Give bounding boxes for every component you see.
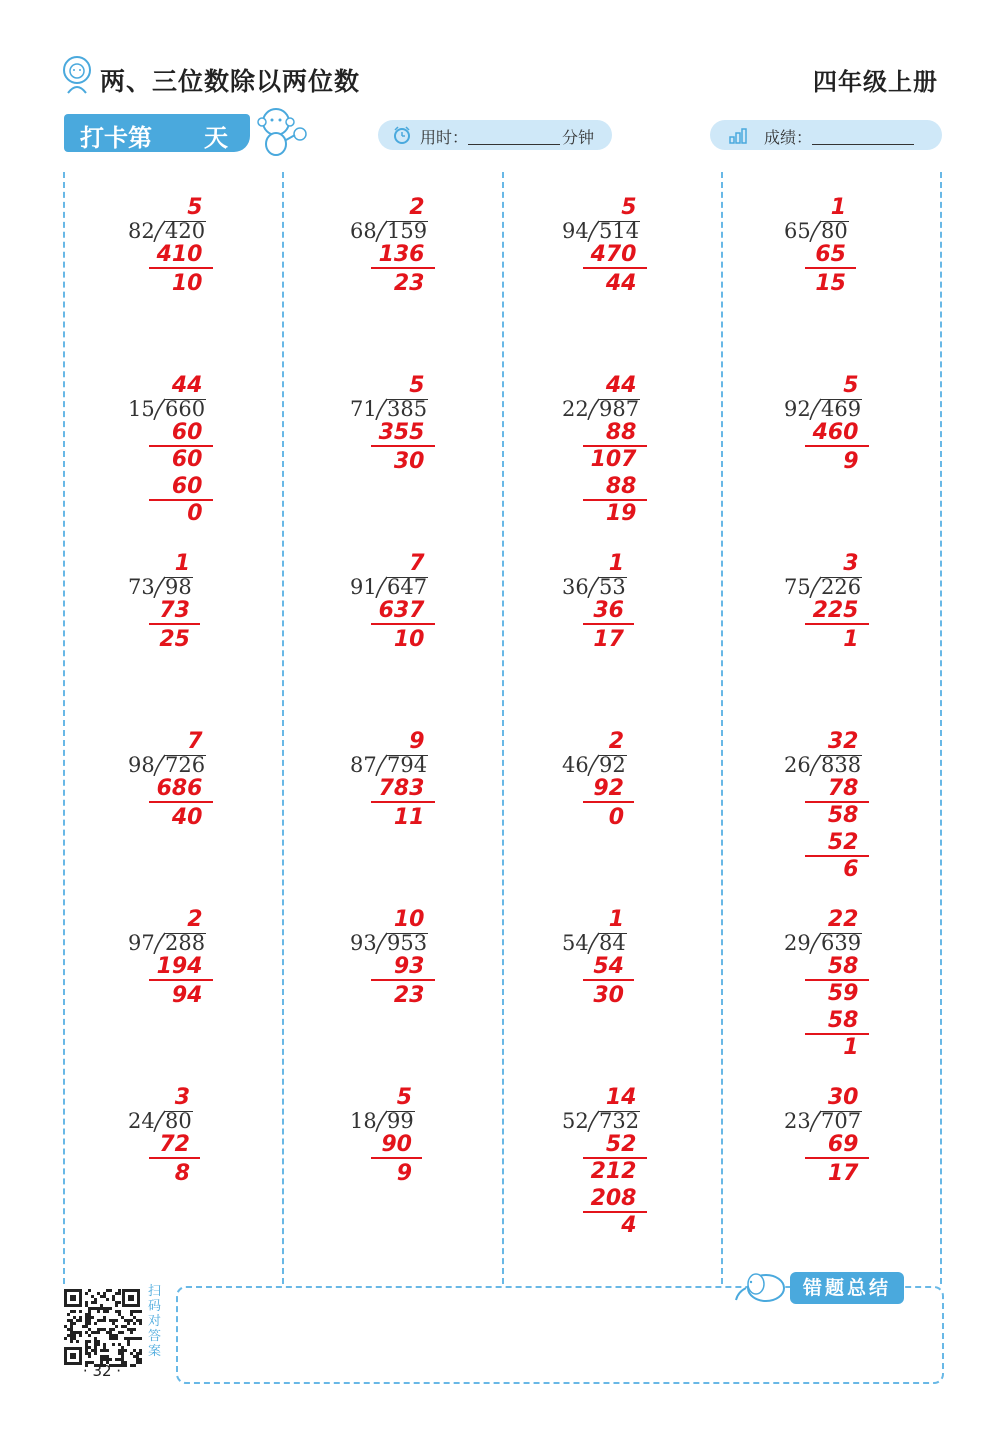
divisor: 94 xyxy=(562,219,589,243)
divisor: 36 xyxy=(562,575,589,599)
qr-code-icon[interactable] xyxy=(62,1287,142,1367)
remainder-step: 25 xyxy=(159,627,190,652)
scan-for-answers-label: 扫码对答案 xyxy=(148,1284,162,1359)
quotient: 5 xyxy=(409,373,425,398)
division-problem xyxy=(774,1082,994,1260)
dividend: 726 xyxy=(165,753,206,777)
score-field xyxy=(710,120,942,150)
remainder-step: 1 xyxy=(843,1035,859,1060)
subtraction-line xyxy=(149,1157,200,1159)
divisor: 54 xyxy=(562,931,589,955)
divisor: 97 xyxy=(128,931,155,955)
subtraction-line xyxy=(583,979,634,981)
quotient: 2 xyxy=(409,195,425,220)
divisor: 75 xyxy=(784,575,811,599)
quotient: 2 xyxy=(608,729,624,754)
subtraction-step: 52 xyxy=(827,830,859,855)
division-problem xyxy=(340,548,560,726)
remainder-step: 23 xyxy=(393,271,425,296)
time-input-line[interactable] xyxy=(468,144,560,145)
subtraction-line xyxy=(149,623,200,625)
dividend: 385 xyxy=(387,397,428,421)
division-problem xyxy=(340,192,560,370)
divisor: 93 xyxy=(350,931,377,955)
subtraction-step: 69 xyxy=(827,1132,859,1157)
remainder-step: 17 xyxy=(593,627,624,652)
remainder-step: 9 xyxy=(843,449,859,474)
quotient: 9 xyxy=(409,729,425,754)
division-problem xyxy=(552,548,772,726)
page-title: 两、三位数除以两位数 xyxy=(100,67,361,96)
dividend: 92 xyxy=(599,753,626,777)
division-problem xyxy=(340,904,560,1082)
remainder-step: 10 xyxy=(171,271,203,296)
remainder-step: 30 xyxy=(593,983,624,1008)
division-problem xyxy=(118,904,338,1082)
remainder-step: 212 xyxy=(590,1159,637,1184)
subtraction-line xyxy=(583,801,634,803)
dividend: 953 xyxy=(387,931,428,955)
dividend: 226 xyxy=(821,575,862,599)
quotient: 7 xyxy=(187,729,203,754)
score-label: 成绩： xyxy=(764,128,813,147)
lion-logo-icon xyxy=(60,55,94,95)
divisor: 92 xyxy=(784,397,811,421)
monkey-mascot-icon xyxy=(252,104,310,160)
divisor: 87 xyxy=(350,753,377,777)
division-problem xyxy=(774,192,994,370)
division-problem xyxy=(552,1082,772,1260)
divisor: 46 xyxy=(562,753,589,777)
subtraction-line xyxy=(149,267,213,269)
quotient: 44 xyxy=(605,373,637,398)
dividend: 838 xyxy=(821,753,862,777)
subtraction-line xyxy=(371,979,435,981)
subtraction-step: 78 xyxy=(827,776,859,801)
divisor: 68 xyxy=(350,219,377,243)
remainder-step: 0 xyxy=(187,501,203,526)
subtraction-step: 460 xyxy=(812,420,859,445)
division-problem xyxy=(552,192,772,370)
quotient: 3 xyxy=(174,1085,190,1110)
remainder-step: 23 xyxy=(393,983,425,1008)
remainder-step: 58 xyxy=(827,803,859,828)
divisor: 98 xyxy=(128,753,155,777)
divisor: 52 xyxy=(562,1109,589,1133)
subtraction-line xyxy=(149,801,213,803)
subtraction-step: 208 xyxy=(590,1186,637,1211)
remainder-step: 60 xyxy=(171,447,203,472)
subtraction-line xyxy=(805,267,856,269)
divisor: 23 xyxy=(784,1109,811,1133)
subtraction-line xyxy=(371,267,435,269)
remainder-step: 107 xyxy=(590,447,637,472)
quotient: 7 xyxy=(409,551,425,576)
quotient: 14 xyxy=(605,1085,637,1110)
remainder-step: 8 xyxy=(174,1161,190,1186)
division-problem xyxy=(774,370,994,548)
subtraction-line xyxy=(149,979,213,981)
division-problem xyxy=(118,726,338,904)
remainder-step: 94 xyxy=(171,983,203,1008)
subtraction-line xyxy=(805,1157,869,1159)
page-number: · 32 · xyxy=(82,1362,122,1380)
division-problem xyxy=(552,904,772,1082)
quotient: 5 xyxy=(621,195,637,220)
subtraction-step: 686 xyxy=(156,776,203,801)
remainder-step: 17 xyxy=(827,1161,859,1186)
subtraction-line xyxy=(583,623,634,625)
subtraction-step: 136 xyxy=(378,242,425,267)
dividend: 514 xyxy=(599,219,640,243)
subtraction-line xyxy=(805,1033,869,1035)
dividend: 707 xyxy=(821,1109,862,1133)
division-problem xyxy=(774,548,994,726)
quotient: 1 xyxy=(830,195,846,220)
mistake-summary-tag: 错题总结 xyxy=(790,1272,904,1304)
division-problem xyxy=(774,726,994,904)
subtraction-line xyxy=(371,445,435,447)
subtraction-line xyxy=(371,801,435,803)
subtraction-line xyxy=(805,855,869,857)
dividend: 80 xyxy=(165,1109,192,1133)
subtraction-line xyxy=(371,623,435,625)
division-problem xyxy=(118,548,338,726)
dividend: 647 xyxy=(387,575,428,599)
division-problem xyxy=(340,726,560,904)
remainder-step: 1 xyxy=(843,627,859,652)
subtraction-line xyxy=(149,499,213,501)
quotient: 32 xyxy=(827,729,859,754)
divisor: 82 xyxy=(128,219,155,243)
day-tag-prefix: 打卡第 xyxy=(80,124,152,152)
remainder-step: 40 xyxy=(171,805,203,830)
subtraction-step: 60 xyxy=(171,420,203,445)
divisor: 71 xyxy=(350,397,377,421)
subtraction-line xyxy=(805,623,869,625)
subtraction-step: 93 xyxy=(393,954,425,979)
quotient: 44 xyxy=(171,373,203,398)
subtraction-step: 88 xyxy=(605,474,637,499)
quotient: 5 xyxy=(187,195,203,220)
quotient: 22 xyxy=(827,907,859,932)
remainder-step: 4 xyxy=(621,1213,637,1238)
time-label: 用时： xyxy=(420,128,469,147)
dividend: 987 xyxy=(599,397,640,421)
subtraction-step: 225 xyxy=(812,598,859,623)
remainder-step: 9 xyxy=(396,1161,412,1186)
divisor: 24 xyxy=(128,1109,155,1133)
division-problem xyxy=(118,370,338,548)
score-input-line[interactable] xyxy=(812,144,914,145)
subtraction-step: 783 xyxy=(378,776,425,801)
division-problem xyxy=(774,904,994,1082)
dividend: 288 xyxy=(165,931,206,955)
elephant-mascot-icon xyxy=(732,1266,794,1306)
division-problem xyxy=(552,370,772,548)
division-problem xyxy=(118,192,338,370)
dividend: 159 xyxy=(387,219,428,243)
dividend: 639 xyxy=(821,931,862,955)
subtraction-step: 92 xyxy=(593,776,624,801)
remainder-step: 11 xyxy=(393,805,425,830)
quotient: 5 xyxy=(843,373,859,398)
quotient: 2 xyxy=(187,907,203,932)
division-problem xyxy=(552,726,772,904)
subtraction-step: 90 xyxy=(381,1132,412,1157)
grade-label: 四年级上册 xyxy=(813,68,938,96)
remainder-step: 30 xyxy=(393,449,425,474)
subtraction-step: 73 xyxy=(159,598,190,623)
quotient: 1 xyxy=(608,907,624,932)
remainder-step: 19 xyxy=(605,501,637,526)
divisor: 65 xyxy=(784,219,811,243)
subtraction-step: 36 xyxy=(593,598,624,623)
divisor: 29 xyxy=(784,931,811,955)
dividend: 53 xyxy=(599,575,626,599)
remainder-step: 10 xyxy=(393,627,425,652)
divisor: 22 xyxy=(562,397,589,421)
subtraction-step: 65 xyxy=(815,242,846,267)
subtraction-line xyxy=(805,445,869,447)
subtraction-step: 355 xyxy=(378,420,425,445)
subtraction-line xyxy=(583,267,647,269)
dividend: 794 xyxy=(387,753,428,777)
quotient: 5 xyxy=(396,1085,412,1110)
subtraction-step: 88 xyxy=(605,420,637,445)
podium-chart-icon xyxy=(728,125,748,145)
divisor: 91 xyxy=(350,575,377,599)
subtraction-step: 58 xyxy=(827,1008,859,1033)
column-divider xyxy=(63,172,65,1284)
division-problem xyxy=(118,1082,338,1260)
quotient: 3 xyxy=(843,551,859,576)
dividend: 469 xyxy=(821,397,862,421)
quotient: 1 xyxy=(174,551,190,576)
dividend: 660 xyxy=(165,397,206,421)
division-problem xyxy=(340,370,560,548)
subtraction-step: 58 xyxy=(827,954,859,979)
time-field xyxy=(378,120,612,150)
quotient: 30 xyxy=(827,1085,859,1110)
remainder-step: 0 xyxy=(608,805,624,830)
subtraction-step: 54 xyxy=(593,954,624,979)
subtraction-step: 72 xyxy=(159,1132,190,1157)
dividend: 80 xyxy=(821,219,848,243)
remainder-step: 44 xyxy=(605,271,637,296)
alarm-clock-icon xyxy=(392,125,412,145)
quotient: 1 xyxy=(608,551,624,576)
day-tag-suffix: 天 xyxy=(204,124,228,152)
division-problem xyxy=(340,1082,560,1260)
subtraction-step: 52 xyxy=(605,1132,637,1157)
subtraction-step: 410 xyxy=(156,242,203,267)
subtraction-step: 194 xyxy=(156,954,203,979)
divisor: 15 xyxy=(128,397,155,421)
subtraction-step: 637 xyxy=(378,598,425,623)
remainder-step: 15 xyxy=(815,271,846,296)
divisor: 18 xyxy=(350,1109,377,1133)
dividend: 420 xyxy=(165,219,206,243)
day-tag xyxy=(64,114,250,152)
subtraction-step: 60 xyxy=(171,474,203,499)
dividend: 98 xyxy=(165,575,192,599)
dividend: 732 xyxy=(599,1109,640,1133)
remainder-step: 59 xyxy=(827,981,859,1006)
dividend: 99 xyxy=(387,1109,414,1133)
subtraction-line xyxy=(371,1157,422,1159)
dividend: 84 xyxy=(599,931,626,955)
divisor: 26 xyxy=(784,753,811,777)
subtraction-step: 470 xyxy=(590,242,637,267)
time-unit: 分钟 xyxy=(562,128,595,147)
remainder-step: 6 xyxy=(843,857,859,882)
divisor: 73 xyxy=(128,575,155,599)
quotient: 10 xyxy=(393,907,425,932)
